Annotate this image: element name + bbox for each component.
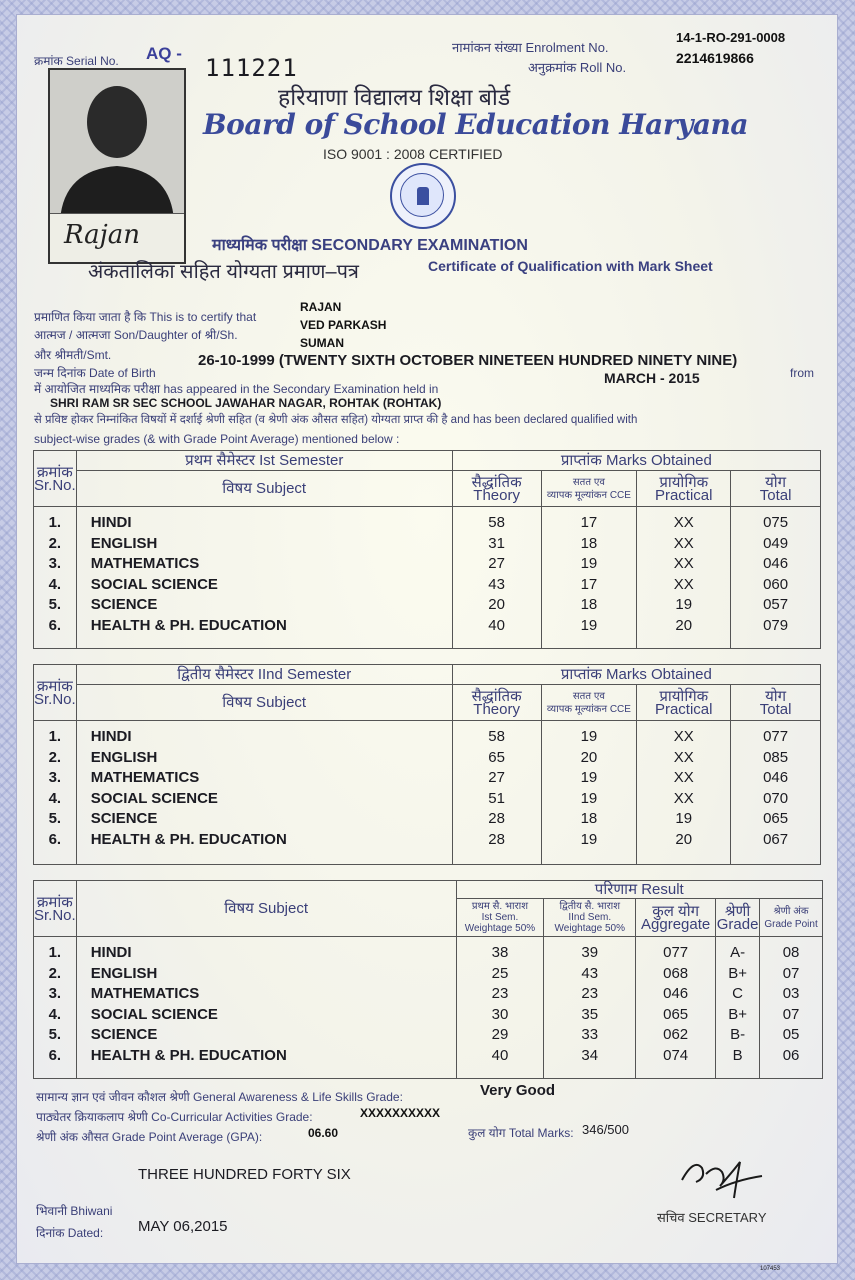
table-row: SCIENCE (90, 810, 158, 827)
table-row: HINDI (90, 514, 132, 531)
table-row: 18 (580, 534, 598, 552)
table-row: 05 (782, 1026, 800, 1043)
table-row: 074 (663, 1046, 689, 1064)
grade-header: श्रेणी Grade (716, 899, 760, 937)
table-row: 065 (663, 1005, 689, 1023)
serial-prefix: AQ - (146, 44, 182, 63)
result-header: परिणाम Result (456, 881, 822, 899)
marks-obtained-header: प्राप्तांक Marks Obtained (452, 451, 820, 471)
result-table (33, 880, 823, 1079)
table-row: 18 (580, 596, 598, 613)
table-row: B (732, 1046, 743, 1064)
table-row: 5. (48, 1026, 62, 1043)
board-name-english: Board of School Education Haryana (203, 108, 748, 141)
sem1-weightage-header: प्रथम सै. भाराश Ist Sem. Weightage 50% (456, 899, 544, 937)
table-row: 20 (675, 830, 693, 848)
serial-label: क्रमांक Serial No. (34, 54, 119, 68)
semester-1-table (33, 450, 821, 649)
table-row: HEALTH & PH. EDUCATION (90, 1046, 287, 1064)
table-row: 3. (48, 769, 62, 786)
cce-header: सतत एव व्यापक मूल्यांकन CCE (541, 471, 637, 507)
sem2-weightage-column (544, 937, 636, 1079)
table-row: 19 (580, 769, 598, 786)
table-row: 3. (48, 555, 62, 572)
co-curricular-label: पाठ्येतर क्रियाकलाप श्रेणी Co-Curricular Activities Grade: (36, 1110, 313, 1124)
table-row: 23 (491, 985, 509, 1002)
table-row: 30 (491, 1005, 509, 1023)
table-row: 2. (48, 964, 62, 982)
table-row: 51 (488, 789, 505, 807)
table-row: 07 (782, 964, 800, 982)
table-row: 6. (48, 830, 62, 848)
table-row: 19 (580, 728, 598, 745)
roll-label: अनुक्रमांक Roll No. (528, 60, 627, 75)
total-column (731, 721, 821, 865)
table-row: 057 (763, 596, 789, 613)
general-awareness-label: सामान्य ज्ञान एवं जीवन कौशल श्रेणी General Awareness & Life Skills Grade: (36, 1090, 403, 1104)
iso-certification: ISO 9001 : 2008 CERTIFIED (323, 146, 503, 162)
table-row: XX (673, 748, 694, 766)
theory-header: सैद्धांतिक Theory (452, 685, 541, 721)
table-row: 27 (488, 555, 505, 572)
table-row: 1. (48, 728, 62, 745)
person-silhouette-icon (50, 70, 184, 220)
table-row: 40 (491, 1046, 509, 1064)
table-row: 23 (581, 985, 599, 1002)
semester-1-header: प्रथम सैमेस्टर Ist Semester (76, 451, 452, 471)
table-row: B+ (728, 964, 747, 982)
exam-session: MARCH - 2015 (604, 370, 700, 386)
date-of-birth: 26-10-1999 (TWENTY SIXTH OCTOBER NINETEEN HUNDRED NINETY NINE) (198, 352, 738, 369)
table-row: 046 (763, 555, 789, 572)
table-row: 19 (580, 555, 598, 572)
certify-label: प्रमाणित किया जाता है कि This is to certify that (34, 310, 257, 324)
table-row: 060 (763, 575, 789, 593)
table-row: ENGLISH (90, 964, 158, 982)
dated-label: दिनांक Dated: (36, 1226, 104, 1240)
general-awareness-grade: Very Good (480, 1082, 556, 1099)
table-row: B+ (728, 1005, 747, 1023)
srno-header: क्रमांक Sr.No. (34, 881, 77, 937)
table-row: 20 (675, 616, 693, 634)
table-row: 3. (48, 985, 62, 1002)
table-row: 070 (763, 789, 789, 807)
cce-column (541, 721, 637, 865)
table-row: 58 (488, 514, 505, 531)
practical-header: प्रायोगिक Practical (637, 471, 731, 507)
table-row: B- (730, 1026, 746, 1043)
mother-name: SUMAN (300, 336, 344, 350)
practical-column (637, 507, 731, 649)
table-row: SOCIAL SCIENCE (90, 789, 218, 807)
secretary-label: सचिव SECRETARY (657, 1210, 767, 1225)
semester-2-header: द्वितीय सैमेस्टर IInd Semester (76, 665, 452, 685)
table-row: 4. (48, 575, 62, 593)
table-row: 20 (488, 596, 505, 613)
table-row: 17 (580, 514, 598, 531)
dated-value: MAY 06,2015 (138, 1218, 228, 1235)
secretary-signature-icon (676, 1150, 768, 1202)
table-row: 19 (580, 789, 598, 807)
table-row: 07 (782, 1005, 800, 1023)
table-row: 43 (581, 964, 599, 982)
subject-column (76, 507, 452, 649)
table-row: 27 (488, 769, 505, 786)
table-row: 4. (48, 789, 62, 807)
table-row: 58 (488, 728, 505, 745)
table-row: ENGLISH (90, 534, 158, 552)
subject-column (76, 721, 452, 865)
table-row: SCIENCE (90, 596, 158, 613)
marks-obtained-header: प्राप्तांक Marks Obtained (452, 665, 820, 685)
sem1-weightage-column (456, 937, 544, 1079)
table-row: 65 (488, 748, 505, 766)
practical-column (637, 721, 731, 865)
roll-number: 2214619866 (676, 50, 754, 66)
father-name: VED PARKASH (300, 318, 387, 332)
aggregate-header: कुल योग Aggregate (636, 899, 716, 937)
table-row: 19 (675, 596, 693, 613)
table-row: 19 (580, 616, 598, 634)
table-row: XX (673, 514, 694, 531)
table-row: 28 (488, 810, 505, 827)
photo-signature: Rajan (64, 220, 140, 250)
table-row: HEALTH & PH. EDUCATION (90, 616, 287, 634)
sr-column (34, 721, 77, 865)
table-row: 065 (763, 810, 789, 827)
table-row: 6. (48, 1046, 62, 1064)
table-row: 1. (48, 514, 62, 531)
board-seal-logo (390, 163, 456, 229)
practical-header: प्रायोगिक Practical (637, 685, 731, 721)
enrolment-label: नामांकन संख्या Enrolment No. (452, 40, 609, 55)
table-row: C (732, 985, 744, 1002)
cce-column (541, 507, 637, 649)
table-row: 6. (48, 616, 62, 634)
table-row: 2. (48, 534, 62, 552)
from-label: from (790, 366, 814, 380)
table-row: 38 (491, 944, 509, 961)
table-row: ENGLISH (90, 748, 158, 766)
table-row: 18 (580, 810, 598, 827)
table-row: A- (730, 944, 746, 961)
table-row: 079 (763, 616, 789, 634)
subject-header: विषय Subject (76, 881, 456, 937)
table-row: 40 (488, 616, 505, 634)
table-row: XX (673, 789, 694, 807)
enrolment-number: 14-1-RO-291-0008 (676, 30, 786, 45)
table-row: XX (673, 555, 694, 572)
exam-held-label: में आयोजित माध्यमिक परीक्षा has appeared in the Secondary Examination held in (34, 382, 439, 396)
father-label: आत्मज / आत्मजा Son/Daughter of श्री/Sh. (34, 328, 238, 342)
table-row: 35 (581, 1005, 599, 1023)
table-row: XX (673, 769, 694, 786)
total-marks-label: कुल योग Total Marks: (468, 1126, 574, 1140)
table-row: HINDI (90, 944, 132, 961)
gpa-label: श्रेणी अंक औसत Grade Point Average (GPA): (36, 1130, 263, 1144)
table-row: SCIENCE (90, 1026, 158, 1043)
table-row: 062 (663, 1026, 689, 1043)
total-header: योग Total (731, 685, 821, 721)
table-row: SOCIAL SCIENCE (90, 1005, 218, 1023)
table-row: XX (673, 575, 694, 593)
table-row: 085 (763, 748, 789, 766)
total-marks-value: 346/500 (582, 1122, 629, 1137)
table-row: 1. (48, 944, 62, 961)
co-curricular-grade: XXXXXXXXXX (360, 1106, 441, 1120)
srno-header: क्रमांक Sr.No. (34, 451, 77, 507)
table-row: 046 (763, 769, 789, 786)
serial-number: 111221 (205, 54, 298, 82)
certificate-title-hindi: अंकतालिका सहित योग्यता प्रमाण–पत्र (88, 261, 359, 283)
grade-column (716, 937, 760, 1079)
table-row: 39 (581, 944, 599, 961)
subject-header: विषय Subject (76, 471, 452, 507)
table-row: 28 (488, 830, 505, 848)
table-row: 03 (782, 985, 800, 1002)
table-row: 046 (663, 985, 689, 1002)
table-row: SOCIAL SCIENCE (90, 575, 218, 593)
table-row: 067 (763, 830, 789, 848)
candidate-name: RAJAN (300, 300, 342, 314)
table-row: 33 (581, 1026, 599, 1043)
school-name: SHRI RAM SR SEC SCHOOL JAWAHAR NAGAR, ROHTAK (ROHTAK) (50, 396, 442, 410)
candidate-photo (48, 68, 186, 264)
exam-title: माध्यमिक परीक्षा SECONDARY EXAMINATION (212, 237, 528, 254)
table-row: MATHEMATICS (90, 555, 200, 572)
theory-header: सैद्धांतिक Theory (452, 471, 541, 507)
dob-label: जन्म दिनांक Date of Birth (34, 366, 156, 380)
place: भिवानी Bhiwani (36, 1204, 113, 1218)
grade-point-header: श्रेणी अंक Grade Point (760, 899, 823, 937)
table-row: 5. (48, 596, 62, 613)
table-row: 077 (663, 944, 689, 961)
board-name-hindi: हरियाणा विद्यालय शिक्षा बोर्ड (278, 84, 511, 110)
aggregate-column (636, 937, 716, 1079)
cce-header: सतत एव व्यापक मूल्यांकन CCE (541, 685, 637, 721)
table-row: 19 (580, 830, 598, 848)
declared-line-2: subject-wise grades (& with Grade Point Average) mentioned below : (34, 432, 400, 446)
theory-column (452, 507, 541, 649)
table-row: 29 (491, 1026, 509, 1043)
srno-header: क्रमांक Sr.No. (34, 665, 77, 721)
table-row: XX (673, 728, 694, 745)
theory-column (452, 721, 541, 865)
table-row: 08 (782, 944, 800, 961)
stamp-number: 107453 (760, 1266, 781, 1272)
grade-point-column (760, 937, 823, 1079)
table-row: 31 (488, 534, 505, 552)
sr-column (34, 507, 77, 649)
table-row: 17 (580, 575, 598, 593)
subject-header: विषय Subject (76, 685, 452, 721)
mother-label: और श्रीमती/Smt. (34, 348, 112, 362)
table-row: 4. (48, 1005, 62, 1023)
table-row: 19 (675, 810, 693, 827)
table-row: XX (673, 534, 694, 552)
torch-icon (417, 187, 429, 205)
table-row: 06 (782, 1046, 800, 1064)
declared-line-1: से प्रविष्ट होकर निम्नांकित विषयों में दर्शाई श्रेणी सहित (व श्रेणी अंक औसत सहित) योग्यता प्राप्त की है and has been declared qualified with (34, 414, 638, 426)
table-row: HINDI (90, 728, 132, 745)
table-row: 25 (491, 964, 509, 982)
gpa-value: 06.60 (308, 1126, 339, 1140)
subject-column (76, 937, 456, 1079)
table-row: MATHEMATICS (90, 985, 200, 1002)
table-row: 43 (488, 575, 505, 593)
table-row: 20 (580, 748, 598, 766)
table-row: MATHEMATICS (90, 769, 200, 786)
total-header: योग Total (731, 471, 821, 507)
table-row: 049 (763, 534, 789, 552)
sem2-weightage-header: द्वितीय सै. भाराश IInd Sem. Weightage 50% (544, 899, 636, 937)
table-row: 077 (763, 728, 789, 745)
certificate-title-english: Certificate of Qualification with Mark Sheet (428, 258, 713, 274)
photo-signature-area (50, 213, 184, 262)
total-marks-in-words: THREE HUNDRED FORTY SIX (138, 1166, 351, 1183)
table-row: 068 (663, 964, 689, 982)
table-row: HEALTH & PH. EDUCATION (90, 830, 287, 848)
sr-column (34, 937, 77, 1079)
semester-2-table (33, 664, 821, 865)
total-column (731, 507, 821, 649)
table-row: 2. (48, 748, 62, 766)
table-row: 34 (581, 1046, 599, 1064)
table-row: 5. (48, 810, 62, 827)
table-row: 075 (763, 514, 789, 531)
